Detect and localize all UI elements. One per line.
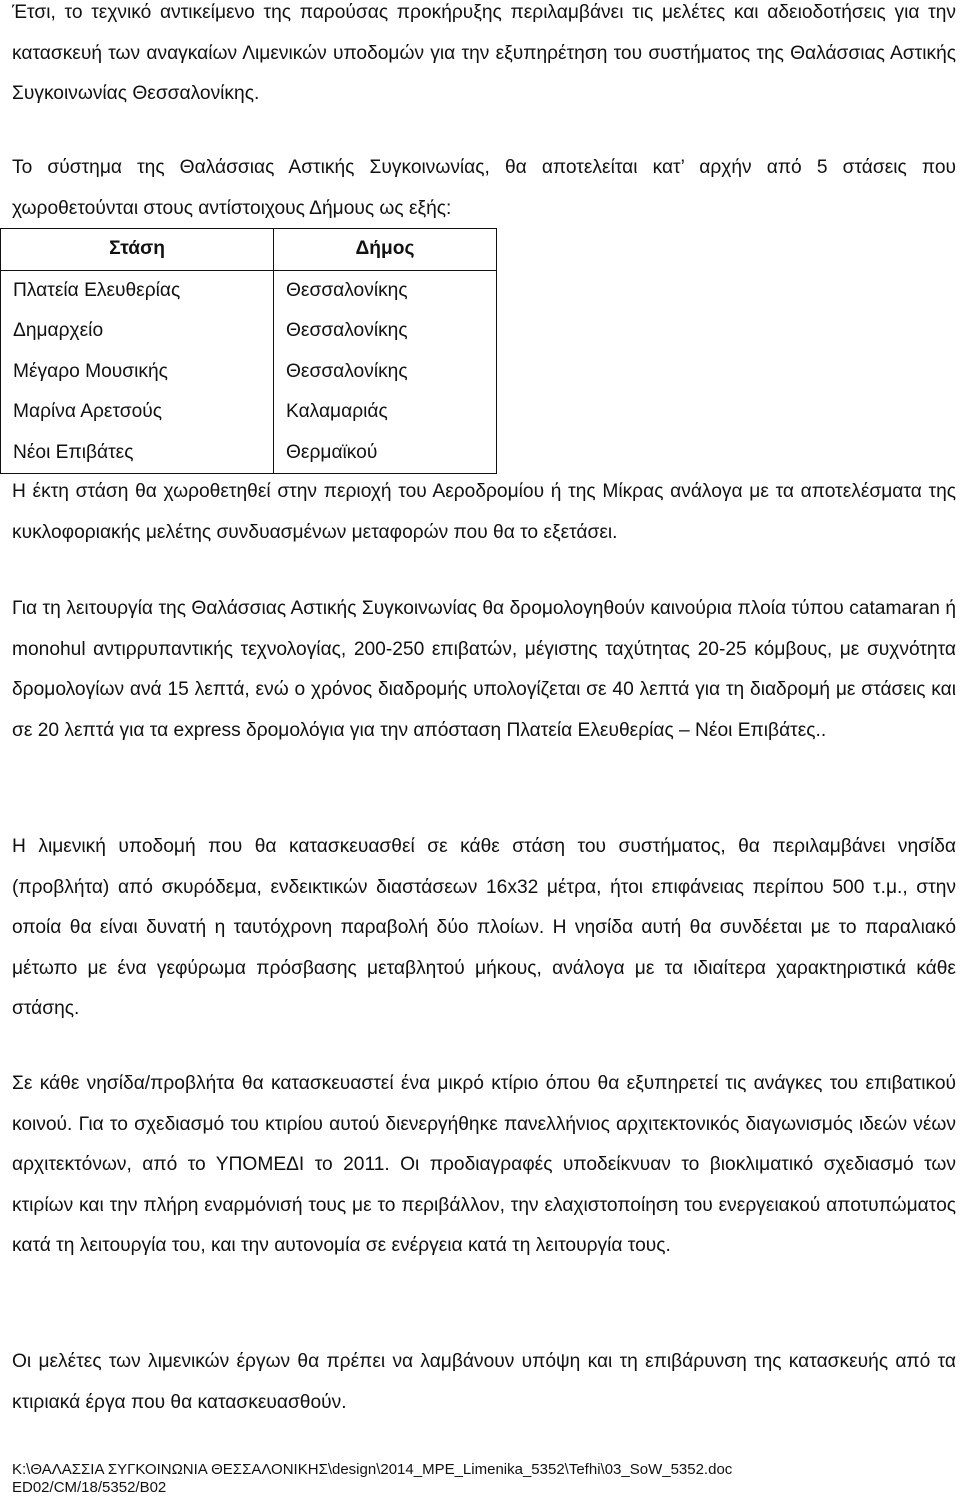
table-row bbox=[1, 270, 497, 311]
paragraph-sixth-stop: Η έκτη στάση θα χωροθετηθεί στην περιοχή του Αεροδρομίου ή της Μίκρας ανάλογα με τα αποτελέσματα της κυκλοφοριακής μελέτης συνδυασμένων μεταφορών που θα το εξετάσει. bbox=[12, 481, 956, 543]
paragraph-technical-scope: Έτσι, το τεχνικό αντικείμενο της παρούσας προκήρυξης περιλαμβάνει τις μελέτες και αδειοδοτήσεις για την κατασκευή των αναγκαίων Λιμενικών υποδομών για την εξυπηρέτηση του συστήματος της Θαλάσσιας Αστικής Συγκοινωνίας Θεσσαλονίκης. bbox=[12, 2, 956, 104]
table-cell-municipality: Θεσσαλονίκης bbox=[274, 311, 497, 352]
table-header-row bbox=[1, 229, 497, 271]
paragraph-building: Σε κάθε νησίδα/προβλήτα θα κατασκευαστεί ένα μικρό κτίριο όπου θα εξυπηρετεί τις ανάγκες του επιβατικού κοινού. Για το σχεδιασμό του κτιρίου αυτού διενεργήθηκε πανελλήνιος αρχιτεκτονικός διαγωνισμός ιδεών νέων αρχιτεκτόνων, από το ΥΠΟΜΕΔΙ το 2011. Οι προδιαγραφές υποδείκνυαν το βιοκλιματικό σχεδιασμό των κτιρίων και την πλήρη εναρμόνισή τους με το περιβάλλον, την ελαχιστοποίηση του ενεργειακού αποτυπώματος κατά τη λειτουργία του, και την αυτονομία σε ενέργεια κατά τη λειτουργία τους. bbox=[12, 1073, 956, 1256]
table-cell-municipality: Καλαμαριάς bbox=[274, 392, 497, 433]
paragraph-port-works: Οι μελέτες των λιμενικών έργων θα πρέπει να λαμβάνουν υπόψη και τη επιβάρυνση της κατασκευής από τα κτιριακά έργα που θα κατασκευασθούν. bbox=[12, 1351, 956, 1413]
table-cell-stop: Μαρίνα Αρετσούς bbox=[1, 392, 274, 433]
table-cell-stop: Νέοι Επιβάτες bbox=[1, 433, 274, 474]
table-cell-stop: Μέγαρο Μουσικής bbox=[1, 352, 274, 393]
table-cell-municipality: Θεσσαλονίκης bbox=[274, 352, 497, 393]
stops-table bbox=[0, 228, 497, 474]
table-header-municipality: Δήμος bbox=[274, 229, 497, 271]
table-row bbox=[1, 392, 497, 433]
table-row bbox=[1, 311, 497, 352]
footer-file-path: K:\ΘΑΛΑΣΣΙΑ ΣΥΓΚΟΙΝΩΝΙΑ ΘΕΣΣΑΛΟΝΙΚΗΣ\design\2014_MPE_Limenika_5352\Tefhi\03_SoW_5352.doc bbox=[12, 1461, 733, 1478]
table-cell-stop: Πλατεία Ελευθερίας bbox=[1, 270, 274, 311]
table-cell-municipality: Θεσσαλονίκης bbox=[274, 270, 497, 311]
paragraph-port-infrastructure: Η λιμενική υποδομή που θα κατασκευασθεί σε κάθε στάση του συστήματος, θα περιλαμβάνει νησίδα (προβλήτα) από σκυρόδεμα, ενδεικτικών διαστάσεων 16x32 μέτρα, ήτοι επιφάνειας περίπου 500 τ.μ., στην οποία θα είναι δυνατή η ταυτόχρονη παραβολή δύο πλοίων. Η νησίδα αυτή θα συνδέεται με το παραλιακό μέτωπο με ένα γεφύρωμα πρόσβασης μεταβλητού μήκους, ανάλογα με τα ιδιαίτερα χαρακτηριστικά κάθε στάσης. bbox=[12, 836, 956, 1019]
table-row bbox=[1, 352, 497, 393]
paragraph-stops-intro: Το σύστημα της Θαλάσσιας Αστικής Συγκοινωνίας, θα αποτελείται κατ’ αρχήν από 5 στάσεις που χωροθετούνται στους αντίστοιχους Δήμους ως εξής: bbox=[12, 157, 956, 219]
table-header-stop: Στάση bbox=[1, 229, 274, 271]
table-cell-municipality: Θερμαϊκού bbox=[274, 433, 497, 474]
table-row bbox=[1, 433, 497, 474]
table-cell-stop: Δημαρχείο bbox=[1, 311, 274, 352]
footer-document-code: ED02/CM/18/5352/B02 bbox=[12, 1479, 167, 1496]
paragraph-vessels: Για τη λειτουργία της Θαλάσσιας Αστικής Συγκοινωνίας θα δρομολογηθούν καινούρια πλοία τύπου catamaran ή monohul αντιρρυπαντικής τεχνολογίας, 200-250 επιβατών, μέγιστης ταχύτητας 20-25 κόμβους, με συχνότητα δρομολογίων ανά 15 λεπτά, ενώ ο χρόνος διαδρομής υπολογίζεται σε 40 λεπτά για τη διαδρομή με στάσεις και σε 20 λεπτά για τα express δρομολόγια για την απόσταση Πλατεία Ελευθερίας – Νέοι Επιβάτες.. bbox=[12, 598, 956, 741]
